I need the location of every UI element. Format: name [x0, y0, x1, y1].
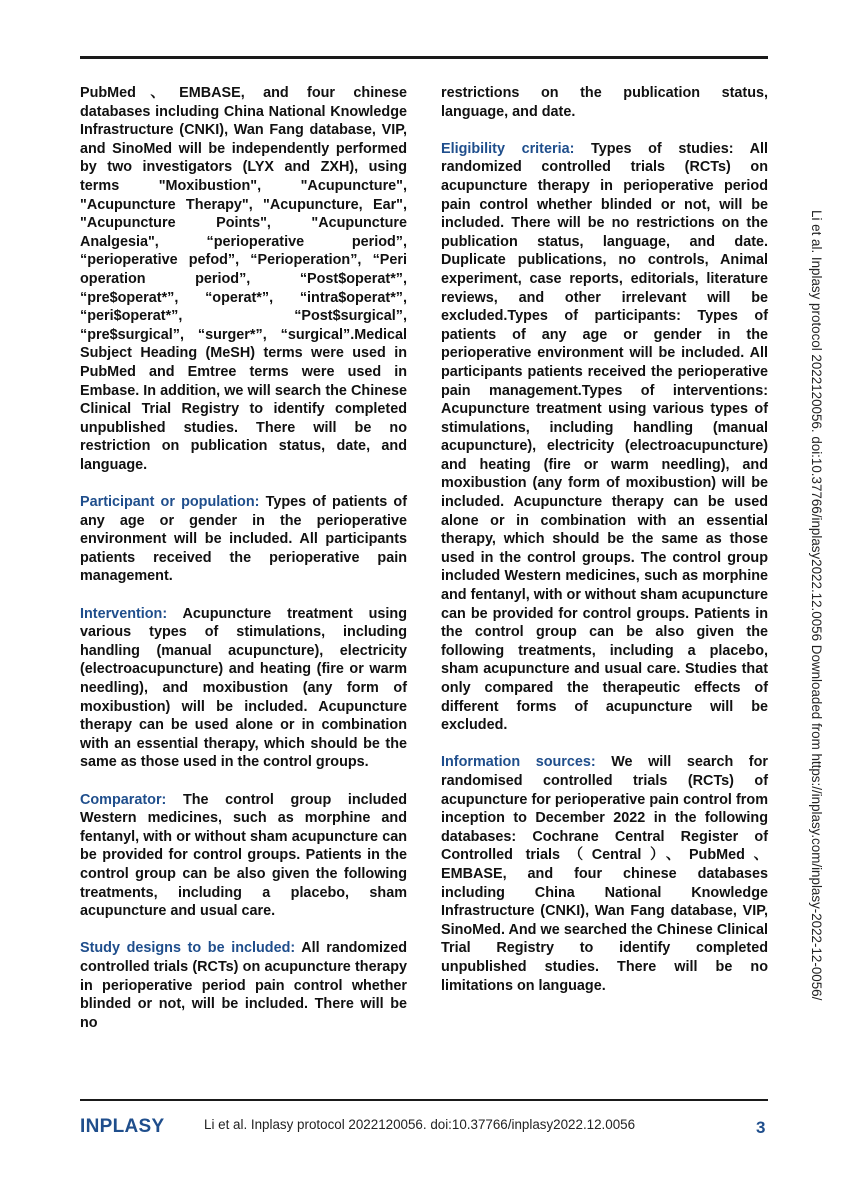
footer-citation: Li et al. Inplasy protocol 2022120056. doi:10.37766/inplasy2022.12.0056 [204, 1117, 636, 1132]
information-sources-heading: Information sources: [441, 754, 596, 771]
participant-heading: Participant or population: [80, 494, 260, 511]
search-strategy-paragraph: PubMed、EMBASE, and four chinese databases including China National Knowledge Infrastructure (CNKI), Wan Fang database, VIP, and SinoMed will be independently performed by two investigators (LYX and ZXH), using terms "Moxibustion", "Acupuncture", "Acupuncture Therapy", "Acupuncture, Ear", "Acupuncture Points", "Acupuncture Analgesia", “perioperative period”, “perioperative pefod”, “Perioperation”, “Peri operation period”, “Post$operat*”, “pre$operat*”, “operat*”, “intra$operat*”, “peri$operat*”, “Post$surgical”, “pre$surgical”, “surger*”, “surgical”.Medical Subject Heading (MeSH) terms were used in PubMed and Emtree terms were used in Embase. In addition, we will search the Chinese Clinical Trial Registry to identify completed unpublished studies. There will be no restriction on publication status, date, and language. [80, 85, 407, 473]
intervention-text: Acupuncture treatment using various types of stimulations, including handling (manual acupuncture), electricity (electroacupuncture) and heating (fire or warm needling), and moxibustion (any form of moxibustion) will be included. Acupuncture therapy can be used alone or in combination with an essential therapy, which should be the same as those used in the control groups. [80, 605, 407, 771]
top-rule [80, 56, 768, 59]
study-designs-paragraph [80, 939, 407, 1032]
information-sources-paragraph [441, 753, 768, 995]
left-column [80, 84, 407, 1051]
eligibility-text: Types of studies: All randomized controlled trials (RCTs) on acupuncture therapy in perioperative period pain control whether blinded or not, will be included. There will be no restrictions on the publication status, language, and date. Duplicate publications, no controls, Animal experiment, case reports, editorials, literature reviews, and other irrelevant will be excluded.Types of participants: Types of patients of any age or gender in the perioperative environment will be included. All participants patients received the perioperative pain management.Types of interventions: Acupuncture treatment using various types of stimulations, including handling (manual acupuncture), electricity (electroacupuncture) and heating (fire or warm needling), and moxibustion (any form of moxibustion) will be included. Acupuncture therapy can be used alone or in combination with an essential therapy, which should be the same as those used in the control groups. The control group included Western medicines, such as morphine and fentanyl, with or without sham acupuncture can be provided for control groups. Patients in the control group can be also given the following treatments, including a placebo, sham acupuncture and usual care. Studies that only compared the therapeutic effects of different forms of acupuncture will be excluded. [441, 140, 769, 734]
study-designs-heading: Study designs to be included: [80, 940, 296, 957]
download-sidebar: Li et al. Inplasy protocol 2022120056. doi:10.37766/inplasy2022.12.0056 Downloaded from https://inplasy.com/inplasy-2022-12-0056/ [809, 210, 824, 1001]
intervention-heading: Intervention: [80, 605, 168, 622]
page-number: 3 [756, 1118, 766, 1137]
right-column [441, 84, 768, 1014]
footer-brand: INPLASY [80, 1116, 165, 1137]
participant-text: Types of patients of any age or gender in the perioperative environment will be included. All participants patients received the perioperative pain management. [80, 494, 407, 585]
eligibility-heading: Eligibility criteria: [441, 140, 575, 157]
eligibility-paragraph [441, 140, 768, 735]
continued-paragraph: restrictions on the publication status, language, and date. [441, 85, 768, 120]
intervention-paragraph [80, 605, 407, 772]
comparator-text: The control group included Western medicines, such as morphine and fentanyl, with or without sham acupuncture can be provided for control groups. Patients in the control group can be also given the following treatments, including a placebo, sham acupuncture and usual care. [80, 791, 407, 920]
comparator-paragraph [80, 791, 407, 921]
comparator-heading: Comparator: [80, 791, 167, 808]
information-sources-text: We will search for randomised controlled trials (RCTs) of acupuncture for perioperative pain control from inception to December 2022 in the following databases: Cochrane Central Register of Controlled trials（Central）、PubMed、EMBASE, and four chinese databases including China National Knowledge Infrastructure (CNKI), Wan Fang database, VIP, SinoMed. And we searched the Chinese Clinical Trial Registry to identify completed unpublished studies. There will be no limitations on language. [441, 754, 768, 994]
study-designs-text: All randomized controlled trials (RCTs) on acupuncture therapy in perioperative period pain control whether blinded or not, will be included. There will be no [80, 940, 407, 1031]
bottom-rule [80, 1099, 768, 1101]
participant-paragraph [80, 493, 407, 586]
